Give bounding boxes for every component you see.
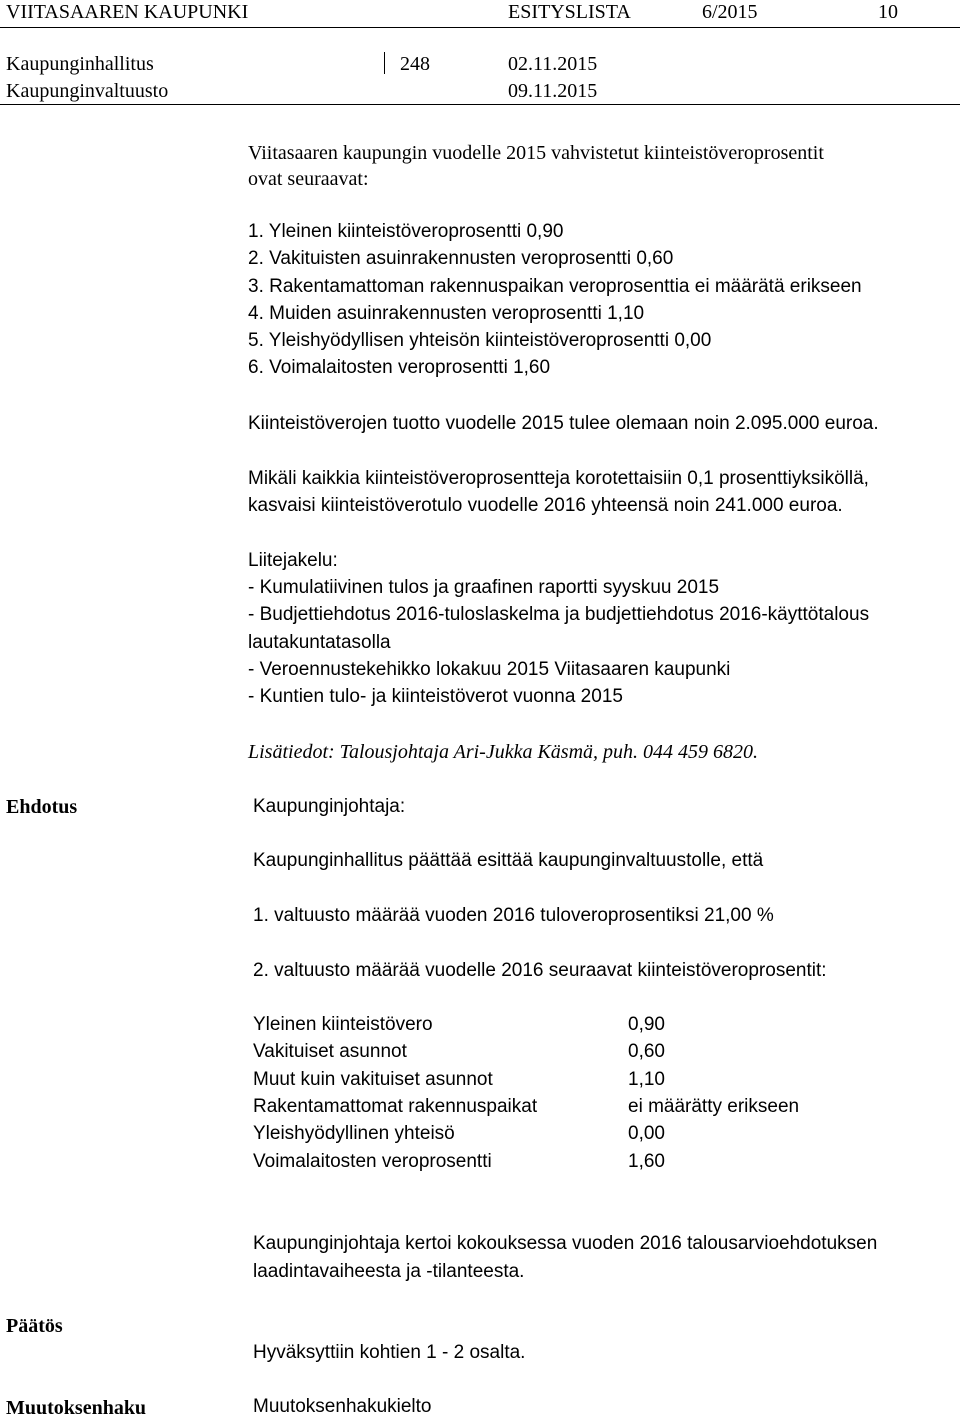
decision-label: Päätös bbox=[6, 1315, 63, 1337]
contact-info: Lisätiedot: Talousjohtaja Ari-Jukka Käsmä, puh. 044 459 6820. bbox=[248, 741, 759, 763]
intro-line-1: Viitasaaren kaupungin vuodelle 2015 vahvistetut kiinteistöveroprosentit bbox=[248, 142, 824, 164]
meeting-body-2: Kaupunginvaltuusto bbox=[6, 80, 169, 102]
intro-line-2: ovat seuraavat: bbox=[248, 168, 369, 190]
doc-type: ESITYSLISTA bbox=[508, 1, 631, 23]
scenario-line-1: Mikäli kaikkia kiinteistöveroprosentteja korotettaisiin 0,1 prosenttiyksiköllä, bbox=[248, 468, 869, 489]
rate-2016-value: 0,90 bbox=[628, 1014, 665, 1035]
revenue-text: Kiinteistöverojen tuotto vuodelle 2015 tulee olemaan noin 2.095.000 euroa. bbox=[248, 413, 879, 434]
rate-2016-value: 1,10 bbox=[628, 1069, 665, 1090]
rate-2016-label: Rakentamattomat rakennuspaikat bbox=[253, 1096, 538, 1117]
rate-2016-value: 1,60 bbox=[628, 1151, 665, 1172]
meeting-date-1: 02.11.2015 bbox=[508, 53, 598, 75]
rate-2015-item: 2. Vakituisten asuinrakennusten veroprosentti 0,60 bbox=[248, 248, 674, 269]
attachment-item: - Budjettiehdotus 2016-tuloslaskelma ja budjettiehdotus 2016-käyttötalous bbox=[248, 604, 870, 625]
header-bottom-rule bbox=[0, 104, 960, 105]
appeal-text: Muutoksenhakukielto bbox=[253, 1396, 432, 1417]
section-number: 248 bbox=[400, 53, 430, 75]
issue-number: 6/2015 bbox=[702, 1, 758, 23]
attachment-item: - Kuntien tulo- ja kiinteistöverot vuonna 2015 bbox=[248, 686, 623, 707]
attachment-item: lautakuntatasolla bbox=[248, 632, 391, 653]
rate-2016-value: ei määrätty erikseen bbox=[628, 1096, 800, 1117]
org-name: VIITASAAREN KAUPUNKI bbox=[6, 1, 249, 23]
rate-2015-item: 6. Voimalaitosten veroprosentti 1,60 bbox=[248, 357, 551, 378]
rate-2016-label: Vakituiset asunnot bbox=[253, 1041, 407, 1062]
rate-2016-label: Muut kuin vakituiset asunnot bbox=[253, 1069, 493, 1090]
rate-2016-value: 0,00 bbox=[628, 1123, 665, 1144]
proposal-item-2: 2. valtuusto määrää vuodelle 2016 seuraavat kiinteistöveroprosentit: bbox=[253, 960, 827, 981]
rate-2015-item: 3. Rakentamattoman rakennuspaikan veroprosenttia ei määrätä erikseen bbox=[248, 276, 862, 297]
header-rule bbox=[0, 27, 960, 28]
meeting-body-1: Kaupunginhallitus bbox=[6, 53, 154, 75]
decision-note-1: Kaupunginjohtaja kertoi kokouksessa vuoden 2016 talousarvioehdotuksen bbox=[253, 1233, 878, 1254]
page-number: 10 bbox=[878, 1, 898, 23]
proposal-label: Ehdotus bbox=[6, 796, 78, 818]
attachment-item: - Veroennustekehikko lokakuu 2015 Viitasaaren kaupunki bbox=[248, 659, 731, 680]
rate-2016-label: Yleishyödyllinen yhteisö bbox=[253, 1123, 455, 1144]
proposer: Kaupunginjohtaja: bbox=[253, 796, 406, 817]
appeal-label: Muutoksenhaku bbox=[6, 1397, 147, 1419]
meeting-date-2: 09.11.2015 bbox=[508, 80, 598, 102]
rate-2016-label: Yleinen kiinteistövero bbox=[253, 1014, 433, 1035]
rate-2015-item: 4. Muiden asuinrakennusten veroprosentti 1,10 bbox=[248, 303, 645, 324]
decision-note-2: laadintavaiheesta ja -tilanteesta. bbox=[253, 1261, 525, 1282]
decision-text: Hyväksyttiin kohtien 1 - 2 osalta. bbox=[253, 1342, 526, 1363]
rate-2016-label: Voimalaitosten veroprosentti bbox=[253, 1151, 492, 1172]
section-marker bbox=[384, 52, 385, 74]
proposal-item-1: 1. valtuusto määrää vuoden 2016 tuloveroprosentiksi 21,00 % bbox=[253, 905, 774, 926]
proposal-statement: Kaupunginhallitus päättää esittää kaupunginvaltuustolle, että bbox=[253, 850, 764, 871]
rate-2015-item: 5. Yleishyödyllisen yhteisön kiinteistöveroprosentti 0,00 bbox=[248, 330, 712, 351]
attachments-title: Liitejakelu: bbox=[248, 550, 338, 571]
rate-2015-item: 1. Yleinen kiinteistöveroprosentti 0,90 bbox=[248, 221, 564, 242]
attachment-item: - Kumulatiivinen tulos ja graafinen raportti syyskuu 2015 bbox=[248, 577, 720, 598]
scenario-line-2: kasvaisi kiinteistöverotulo vuodelle 2016 yhteensä noin 241.000 euroa. bbox=[248, 495, 843, 516]
rate-2016-value: 0,60 bbox=[628, 1041, 665, 1062]
